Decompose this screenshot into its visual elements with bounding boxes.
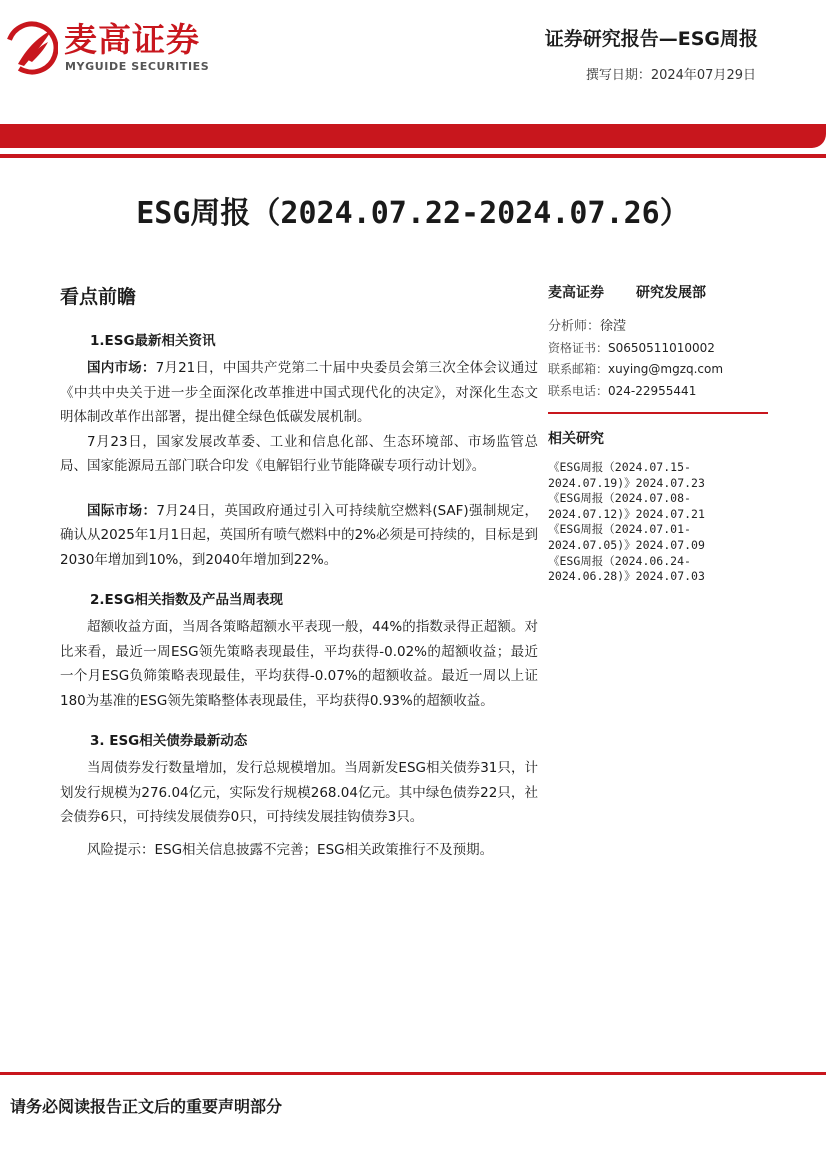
related-item-line[interactable]: 《ESG周报（2024.07.08-: [548, 491, 691, 506]
brand-mark-icon: [6, 20, 58, 76]
policy-paragraph: 7月23日，国家发展改革委、工业和信息化部、生态环境部、市场监管总局、国家能源局五部门联合印发《电解铝行业节能降碳专项行动计划》。: [60, 433, 538, 474]
brand-logo: [6, 20, 210, 76]
related-item-line[interactable]: 《ESG周报（2024.07.15-: [548, 460, 691, 474]
related-item-line[interactable]: 《ESG周报（2024.07.01-: [548, 522, 691, 537]
international-market-paragraph: [60, 499, 538, 573]
brand-name-en: MYGUIDE SECURITIES: [65, 60, 210, 73]
risk-warning: 风险提示：ESG相关信息披露不完善；ESG相关政策推行不及预期。: [87, 841, 494, 858]
dept-name: 研究发展部: [636, 285, 706, 301]
related-item-line[interactable]: 2024.06.28)》2024.07.03: [548, 569, 705, 584]
email-line: 联系邮箱：xuying@mgzq.com: [548, 362, 724, 376]
analyst-name: 徐滢: [600, 319, 627, 334]
international-market-text: 7月24日，英国政府通过引入可持续航空燃料(SAF)强制规定，确认从2025年1月1日起，英国所有喷气燃料中的2%必须是可持续的，目标是到2030年增加到10%，到2040年增加到22%。: [60, 502, 538, 568]
sidebar-divider: [548, 412, 768, 414]
index-performance-paragraph: 超额收益方面，当周各策略超额水平表现一般，44%的指数录得正超额。对比来看，最近一周ESG领先策略表现最佳，平均获得-0.02%的超额收益；最近一个月ESG负筛策略表现最佳，平均获得-0.07%的超额收益。最近一周以上证180为基准的ESG领先策略整体表现最佳，平均获得0.93%的超额收益。: [60, 619, 538, 709]
org-name: 麦高证券: [548, 285, 604, 301]
report-type: 证券研究报告—ESG周报: [544, 28, 758, 50]
related-research-heading: 相关研究: [548, 431, 604, 447]
analyst-line: 分析师：徐滢: [548, 319, 627, 334]
header-band-thin: [0, 154, 826, 158]
header-band: [0, 124, 826, 148]
domestic-market-label: 国内市场：: [87, 360, 156, 376]
sidebar: [548, 282, 768, 585]
footer-disclaimer: 请务必阅读报告正文后的重要声明部分: [10, 1097, 283, 1116]
phone-line: 联系电话：024-22955441: [548, 383, 697, 398]
cert-line: 资格证书：S0650511010002: [548, 340, 715, 355]
related-research-list: [548, 460, 768, 585]
related-item-line[interactable]: 《ESG周报（2024.06.24-: [548, 553, 691, 568]
email-link[interactable]: xuying@mgzq.com: [608, 362, 724, 376]
domestic-market-text: 7月21日，中国共产党第二十届中央委员会第三次全体会议通过《中共中央关于进一步全面深化改革推进中国式现代化的决定》，对深化生态文明体制改革作出部署，提出健全绿色低碳发展机制。: [60, 360, 538, 425]
highlights-column: [60, 282, 538, 862]
section-3-title: 3. ESG相关债券最新动态: [90, 733, 248, 749]
phone-number: 024-22955441: [608, 383, 697, 398]
org-line: [548, 282, 768, 302]
bond-paragraph: 当周债券发行数量增加，发行总规模增加。当周新发ESG相关债券31只，计划发行规模为276.04亿元，实际发行规模268.04亿元。其中绿色债券22只，社会债券6只，可持续发展债券0只，可持续发展挂钩债券3只。: [60, 760, 538, 825]
section-2-title: 2.ESG相关指数及产品当周表现: [90, 592, 284, 608]
footer-divider: [0, 1072, 826, 1075]
domestic-market-paragraph: [60, 356, 538, 430]
brand-name-cn: 麦高证券: [64, 20, 200, 59]
report-date: 撰写日期：2024年07月29日: [585, 68, 756, 83]
related-item-line[interactable]: 2024.07.12)》2024.07.21: [548, 506, 705, 521]
international-market-label: 国际市场：: [87, 502, 157, 519]
related-item-line[interactable]: 2024.07.05)》2024.07.09: [548, 537, 705, 552]
page-title: ESG周报（2024.07.22-2024.07.26）: [136, 196, 690, 231]
section-1-title: 1.ESG最新相关资讯: [90, 333, 216, 349]
related-item-line[interactable]: 2024.07.19)》2024.07.23: [548, 475, 705, 490]
highlights-heading: 看点前瞻: [60, 286, 137, 308]
cert-number: S0650511010002: [608, 340, 715, 355]
